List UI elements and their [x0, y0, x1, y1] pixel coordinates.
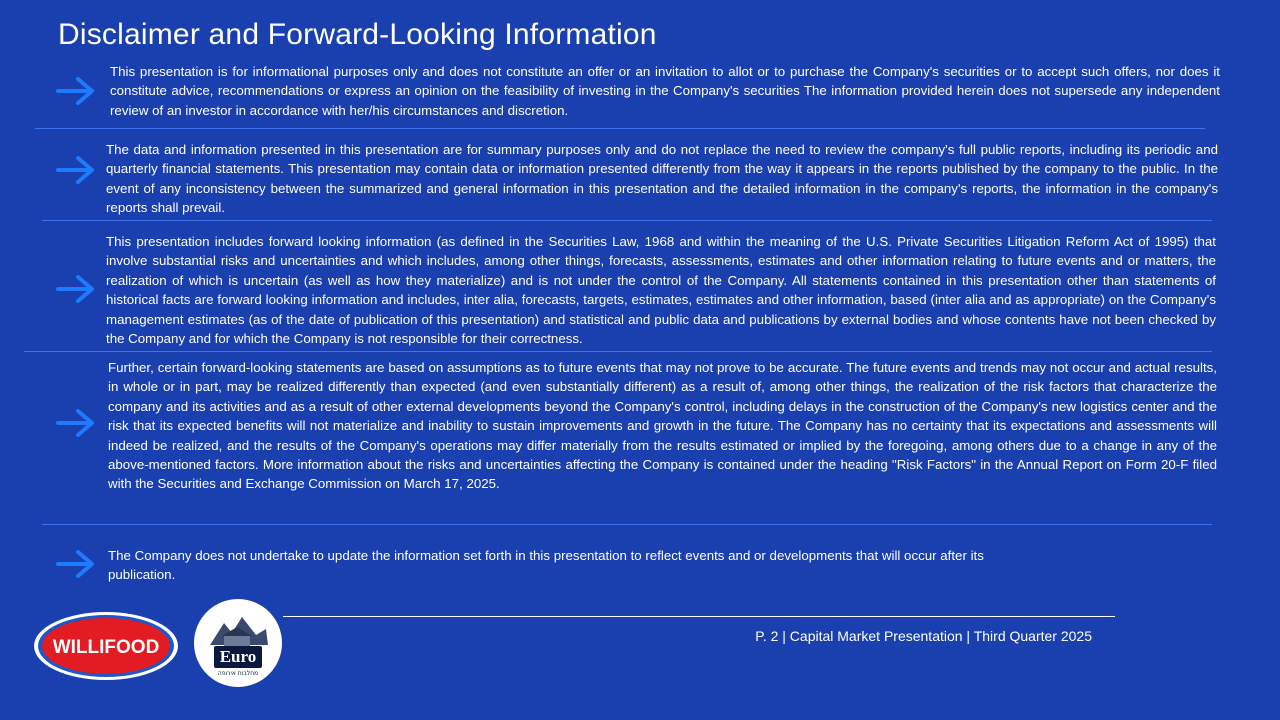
arrow-right-icon	[56, 549, 96, 579]
willifood-logo	[32, 609, 182, 683]
euro-logo-subtext: מחלבות אירופה	[217, 670, 259, 677]
euro-logo-text: Euro	[219, 647, 257, 666]
divider	[35, 128, 1205, 129]
forward-looking-paragraph: This presentation includes forward looking information (as defined in the Securities Law, 1968 and within the meaning of the U.S. Private Securities Litigation Reform Act of 1995) that involve substantial risks and uncertainties and which includes, among other things, forecasts, assessments, estimates and other information relating to future events and or matters, the realization of which is uncertain (as well as how they materialize) and is not under the control of the Company. All statements contained in this presentation other than statements of historical facts are forward looking information and includes, inter alia, forecasts, targets, estimates, estimates and other information, based (inter alia and as appropriate) on the Company's management estimates (as of the date of publication of this presentation) and statistical and public data and publications by external bodies and whose contents have not been checked by the Company and for which the Company is not responsible for their correctness.	[106, 234, 1216, 347]
footer-page-info: P. 2 | Capital Market Presentation | Third Quarter 2025	[755, 628, 1092, 644]
page-title: Disclaimer and Forward-Looking Information	[58, 18, 657, 51]
footer-divider	[283, 616, 1115, 617]
willifood-logo-text: WILLIFOOD	[52, 637, 160, 658]
divider	[42, 220, 1212, 221]
no-update-paragraph: The Company does not undertake to update the information set forth in this presentation to reflect events and or developments that will occur after its publication.	[108, 548, 984, 583]
euro-logo	[194, 599, 282, 687]
divider	[24, 351, 1212, 352]
arrow-right-icon	[56, 76, 96, 106]
risk-factors-paragraph: Further, certain forward-looking statements are based on assumptions as to future events that may not prove to be accurate. The future events and trends may not occur and actual results, in whole or in part, may be realized differently than expected (and even substantially different) as a result of, among other things, the realization of the risk factors that characterize the company and its activities and as a result of other external developments beyond the Company's control, including delays in the construction of the Company's new logistics center and the risk that its expected benefits will not materialize and inability to sustain improvements and growth in the future. The Company has no certainty that its expectations and assessments will indeed be realized, and the results of the Company's operations may differ materially from the results estimated or implied by the foregoing, among others due to a change in any of the above-mentioned factors. More information about the risks and uncertainties affecting the Company is contained under the heading "Risk Factors" in the Annual Report on Form 20-F filed with the Securities and Exchange Commission on March 17, 2025.	[108, 360, 1217, 492]
disclaimer-paragraph-1: This presentation is for informational purposes only and does not constitute an offer or an invitation to allot or to purchase the Company's securities or to accept such offers, nor does it constitute advice, recommendations or express an opinion on the feasibility of investing in the Company's securities The information provided herein does not supersede any independent review of an investor in accordance with her/his circumstances and discretion.	[110, 64, 1220, 118]
disclaimer-paragraph-2: The data and information presented in this presentation are for summary purposes only and do not replace the need to review the company's full public reports, including its periodic and quarterly financial statements. This presentation may contain data or information presented differently from the way it appears in the reports published by the company to the public. In the event of any inconsistency between the summarized and general information in this presentation and the detailed information in the company's reports, the information in the company's reports shall prevail.	[106, 142, 1218, 216]
arrow-right-icon	[56, 408, 96, 438]
divider	[42, 524, 1212, 525]
arrow-right-icon	[56, 155, 96, 185]
arrow-right-icon	[56, 274, 96, 304]
